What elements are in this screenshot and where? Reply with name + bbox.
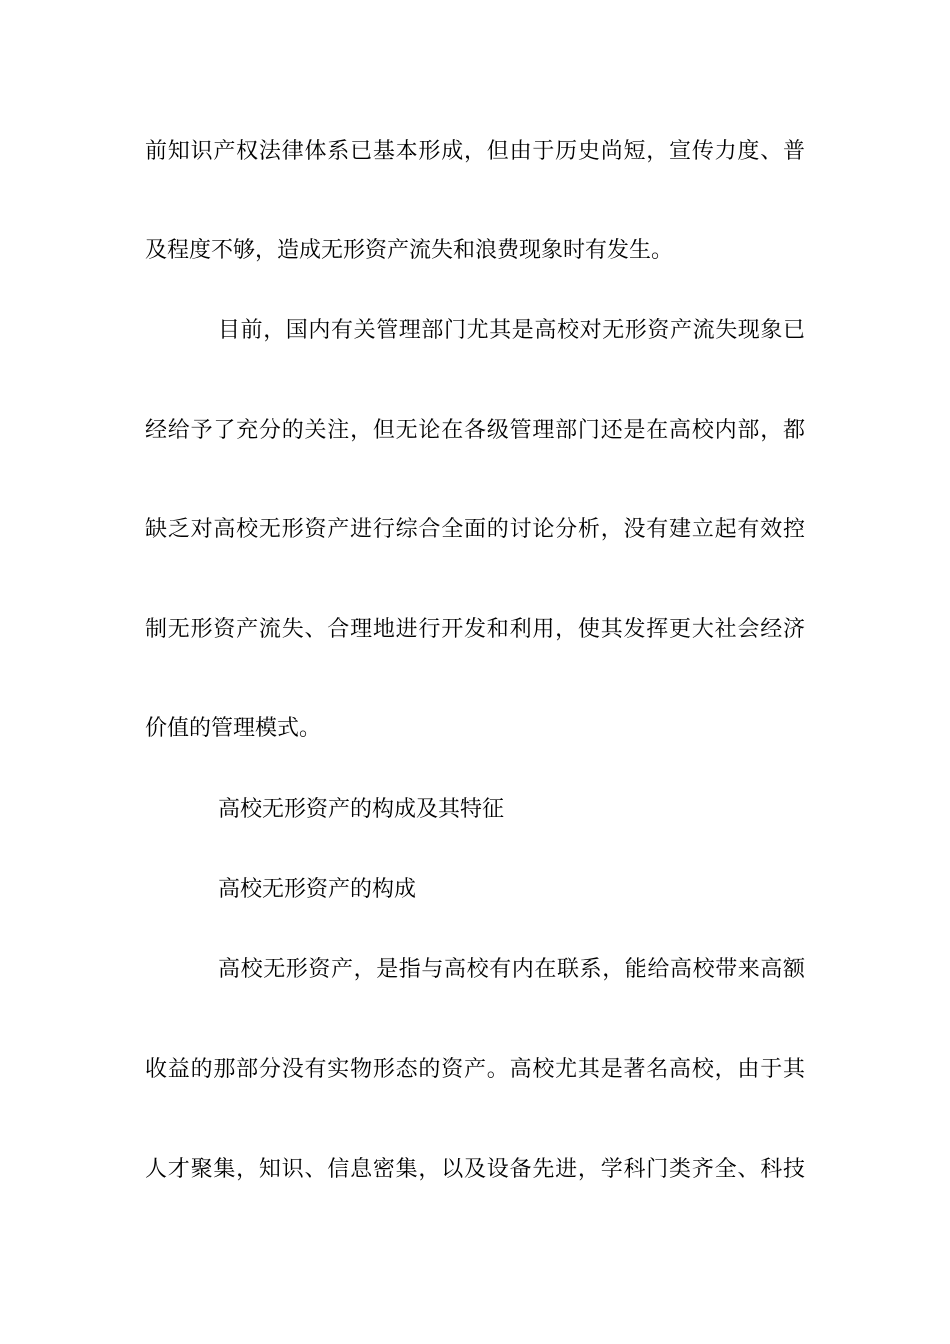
text-line-6: 制无形资产流失、合理地进行开发和利用，使其发挥更大社会经济 bbox=[145, 617, 805, 642]
text-line-5: 缺乏对高校无形资产进行综合全面的讨论分析，没有建立起有效控 bbox=[145, 517, 805, 542]
text-line-2: 及程度不够，造成无形资产流失和浪费现象时有发生。 bbox=[145, 238, 674, 263]
text-line-10: 高校无形资产，是指与高校有内在联系，能给高校带来高额 bbox=[218, 957, 805, 982]
text-line-3: 目前，国内有关管理部门尤其是高校对无形资产流失现象已 bbox=[218, 318, 805, 343]
section-heading: 高校无形资产的构成及其特征 bbox=[218, 797, 505, 822]
text-line-4: 经给予了充分的关注，但无论在各级管理部门还是在高校内部，都 bbox=[145, 418, 805, 443]
text-line-11: 收益的那部分没有实物形态的资产。高校尤其是著名高校，由于其 bbox=[145, 1057, 805, 1082]
subsection-heading: 高校无形资产的构成 bbox=[218, 877, 417, 902]
text-line-7: 价值的管理模式。 bbox=[145, 716, 322, 741]
text-line-12: 人才聚集，知识、信息密集，以及设备先进，学科门类齐全、科技 bbox=[145, 1157, 805, 1182]
text-line-1: 前知识产权法律体系已基本形成，但由于历史尚短，宣传力度、普 bbox=[145, 139, 805, 164]
